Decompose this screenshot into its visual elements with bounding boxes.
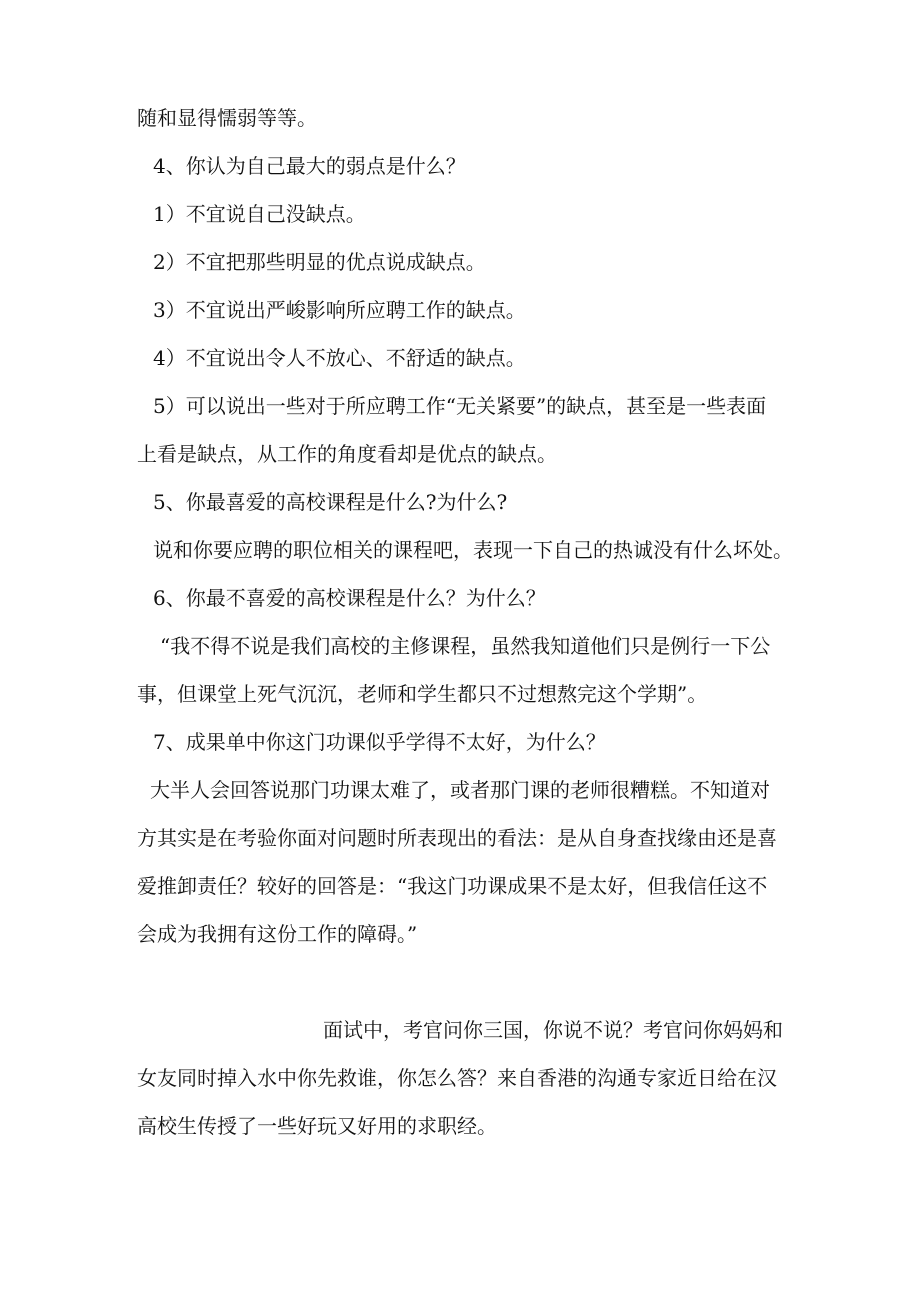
answer-7-line-4: 会成为我拥有这份工作的障碍。” bbox=[137, 922, 418, 946]
intro-paragraph-line-3: 高校生传授了一些好玩又好用的求职经。 bbox=[137, 1114, 497, 1138]
answer-7-paragraph: 大半人会回答说那门功课太难了，或者那门课的老师很糟糕。不知道对 bbox=[150, 778, 770, 802]
intro-paragraph: 面试中，考官问你三国，你说不说？考官问你妈妈和 bbox=[323, 1018, 783, 1042]
answer-7-line-3: 爱推卸责任？较好的回答是：“我这门功课成果不是太好，但我信任这不 bbox=[137, 874, 768, 898]
answer-6-continuation: 事，但课堂上死气沉沉，老师和学生都只不过想熬完这个学期”。 bbox=[137, 682, 708, 706]
intro-paragraph-line-2: 女友同时掉入水中你先救谁，你怎么答？来自香港的沟通专家近日给在汉 bbox=[137, 1066, 777, 1090]
answer-6-paragraph: “我不得不说是我们高校的主修课程，虽然我知道他们只是例行一下公 bbox=[160, 634, 771, 658]
list-item-3: 3）不宜说出严峻影响所应聘工作的缺点。 bbox=[153, 298, 526, 322]
list-item-2: 2）不宜把那些明显的优点说成缺点。 bbox=[153, 250, 486, 274]
list-item-5: 5）可以说出一些对于所应聘工作“无关紧要”的缺点，甚至是一些表面 bbox=[153, 394, 767, 418]
question-4-heading: 4、你认为自己最大的弱点是什么？ bbox=[153, 154, 466, 178]
list-item-5-continuation: 上看是缺点，从工作的角度看却是优点的缺点。 bbox=[137, 442, 557, 466]
list-item-4: 4）不宜说出令人不放心、不舒适的缺点。 bbox=[153, 346, 526, 370]
question-7-heading: 7、成果单中你这门功课似乎学得不太好，为什么？ bbox=[153, 730, 606, 754]
answer-5-paragraph: 说和你要应聘的职位相关的课程吧，表现一下自己的热诚没有什么坏处。 bbox=[153, 538, 793, 562]
question-6-heading: 6、你最不喜爱的高校课程是什么？为什么？ bbox=[153, 586, 546, 610]
question-5-heading: 5、你最喜爱的高校课程是什么?为什么? bbox=[153, 490, 508, 514]
paragraph-line-continuation: 随和显得懦弱等等。 bbox=[137, 106, 317, 130]
list-item-1: 1）不宜说自己没缺点。 bbox=[153, 202, 366, 226]
answer-7-line-2: 方其实是在考验你面对问题时所表现出的看法：是从自身查找缘由还是喜 bbox=[137, 826, 777, 850]
